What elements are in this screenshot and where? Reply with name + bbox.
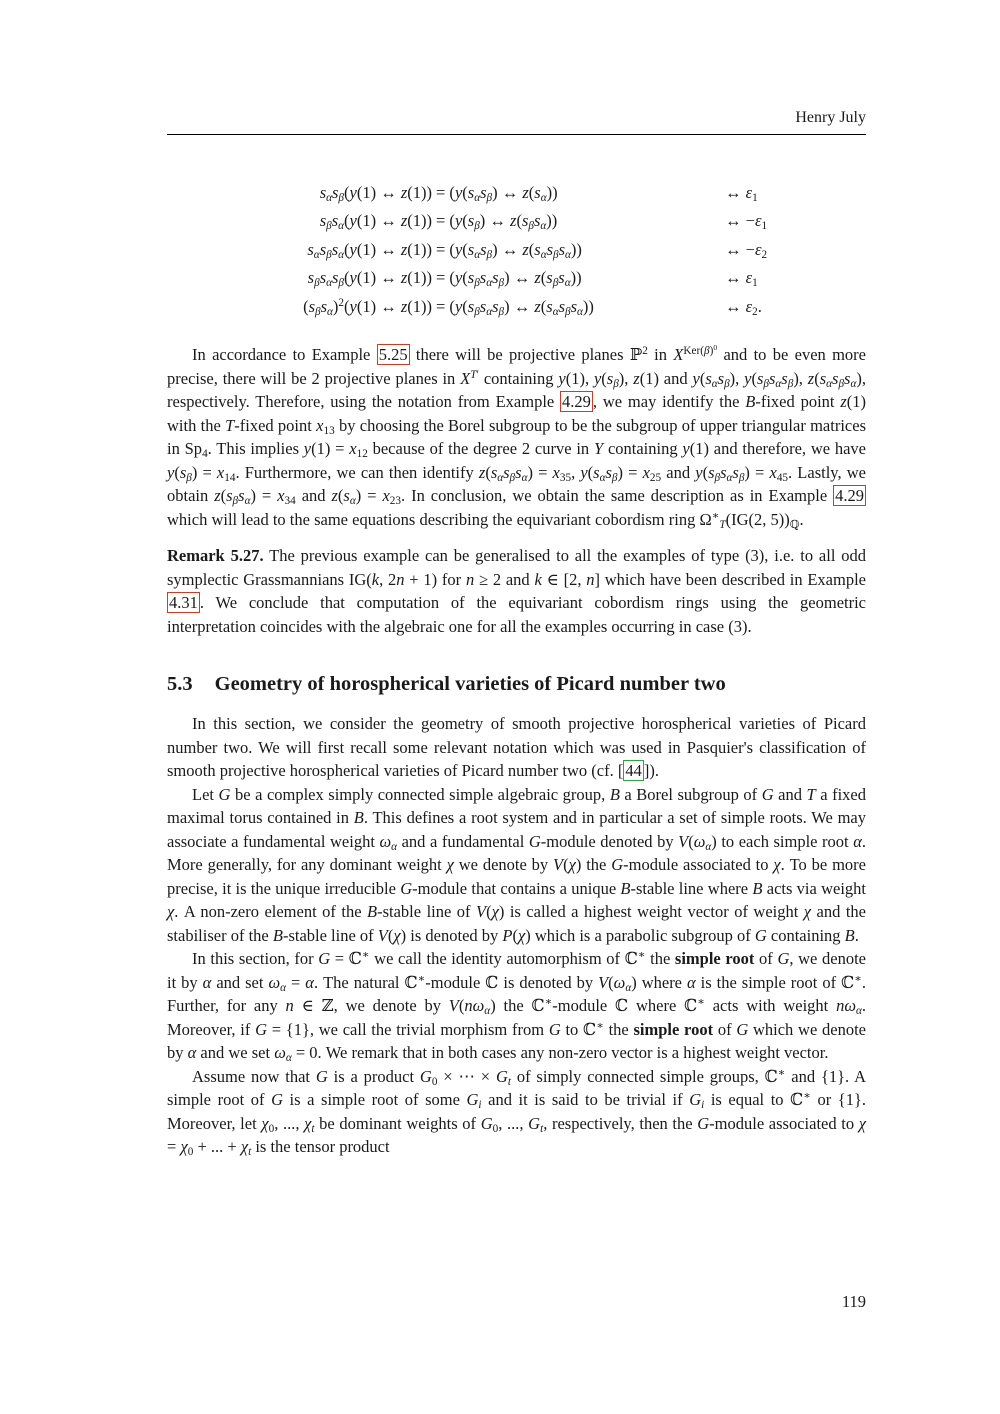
equation-lhs: $s_\beta s_\alpha(y(1)$ ↔ z(1)) xyxy=(319,211,432,232)
equation-row-2 xyxy=(167,207,866,236)
equation-row-3 xyxy=(167,236,866,265)
equation-lhs: $s_\alpha s_\beta s_\alpha(y(1)$ ↔ z(1)) xyxy=(307,239,432,261)
section-number: 5.3 xyxy=(167,673,193,695)
equation-block xyxy=(167,179,866,322)
section-title: Geometry of horospherical varieties of Picard number two xyxy=(214,673,726,695)
remark-text: The previous example can be generalised to all the examples of type (3), i.e. to all odd symplectic Grassmannians IG(k, 2n + 1) for n ≥ 2 and k ∈ [2, n] which have been described in Example 4.31 . We conclude that computation of the equivariant cobordism rings using the geometric interpretation coincides with the algebraic one for all the examples occurring in case (3). xyxy=(167,546,867,636)
paragraph-simple-root-convention: In this section, for G = ℂ∗ we call the identity automorphism of ℂ∗ the simple root of G, we denote it by α and set $\omega_\alpha = \alpha$. The natural ℂ∗-module ℂ is denoted by $V(\omega_\alpha)$ where α is the simple root of ℂ∗. Further, for any n ∈ ℤ, we denote by $V(n\omega_\alpha)$ the ℂ∗-module ℂ where ℂ∗ acts with weight $n\omega_\alpha$. Moreover, if G = {1}, we call the trivial morphism from G to ℂ∗ the simple root of G which we denote by α and we set $\omega_\alpha = 0$. We remark that in both cases any non-zero vector is a highest weight vector. xyxy=(167,948,866,1064)
equation-weight-tag: ↔ $\varepsilon_1$ xyxy=(725,182,758,204)
author-name: Henry July xyxy=(795,109,866,126)
equation-row-4 xyxy=(167,264,866,293)
remark-label: Remark 5.27. xyxy=(167,546,264,565)
ref-example-4-29-second[interactable]: 4.29 xyxy=(835,486,864,505)
equation-row-5 xyxy=(167,293,866,322)
equation-rhs: = ($y(s_\beta s_\alpha s_\beta)$ ↔ $z(s_\beta s_\alpha)$) xyxy=(436,268,582,289)
page-content xyxy=(167,0,866,1159)
paragraph-section-intro: In this section, we consider the geometry of smooth projective horospherical varieties of Picard number two. We will first recall some relevant notation which was used in Pasquier's classification of smooth projective horospherical varieties of Picard number two (cf. [ 44 ]). xyxy=(167,714,866,780)
equation-lhs: $s_\beta s_\alpha s_\beta(y(1)$ ↔ z(1)) xyxy=(307,268,432,289)
remark-5-27 xyxy=(167,544,866,638)
equation-weight-tag: ↔ $-\varepsilon_2$ xyxy=(725,239,768,261)
equation-rhs: = ($y(s_\alpha s_\beta)$ ↔ $z(s_\alpha s_\beta s_\alpha)$) xyxy=(436,239,582,261)
header-rule xyxy=(167,134,866,135)
ref-example-4-31[interactable]: 4.31 xyxy=(169,593,198,612)
ref-example-5-25[interactable]: 5.25 xyxy=(378,345,408,364)
equation-lhs: $(s_\beta s_\alpha)^2(y(1)$ ↔ z(1)) xyxy=(303,296,432,318)
paragraph-notation-setup: Let G be a complex simply connected simple algebraic group, B a Borel subgroup of G and T a fixed maximal torus contained in B. This defines a root system and in particular a set of simple roots. We may associate a fundamental weight $\omega_\alpha$ and a fundamental G-module denoted by $V(\omega_\alpha)$ to each simple root α. More generally, for any dominant weight χ we denote by V(χ) the G-module associated to χ. To be more precise, it is the unique irreducible G-module that contains a unique B-stable line where B acts via weight χ. A non-zero element of the B-stable line of V(χ) is called a highest weight vector of weight χ and the stabiliser of the B-stable line of V(χ) is denoted by P(χ) which is a parabolic subgroup of G containing B. xyxy=(167,784,867,945)
equation-rhs: = ($y(s_\beta s_\alpha s_\beta)$ ↔ $z(s_\alpha s_\beta s_\alpha)$) xyxy=(436,296,594,318)
page-number: 119 xyxy=(841,1292,866,1311)
cite-44[interactable]: 44 xyxy=(625,761,642,780)
running-header xyxy=(167,106,866,130)
equation-lhs: $s_\alpha s_\beta(y(1)$ ↔ z(1)) xyxy=(319,182,432,204)
ref-example-4-29[interactable]: 4.29 xyxy=(562,392,591,411)
equation-rhs: = ($y(s_\beta)$ ↔ $z(s_\beta s_\alpha)$) xyxy=(436,211,558,232)
section-heading-5-3 xyxy=(167,671,866,697)
equation-rhs: = ($y(s_\alpha s_\beta)$ ↔ $z(s_\alpha)$) xyxy=(436,182,558,204)
paragraph-product-groups: Assume now that G is a product $G_0$ × ⋯ × $G_t$ of simply connected simple groups, ℂ∗ and {1}. A simple root of G is a simple root of some $G_i$ and it is said to be trivial if $G_i$ is equal to ℂ∗ or {1}. Moreover, let $\chi_0$, ..., $\chi_t$ be dominant weights of $G_0$, ..., $G_t$, respectively, then the G-module associated to $\chi = \chi_0$ + ... + $\chi_t$ is the tensor product xyxy=(167,1066,867,1158)
paragraph-example-discussion: In accordance to Example 5.25 there will be projective planes ℙ$^2$ in $X^{Ker(\beta)^0}$ and to be even more precise, there will be 2 projective planes in $X^{T'}$ containing y(1), $y(s_\beta)$, z(1) and $y(s_\alpha s_\beta)$, $y(s_\beta s_\alpha s_\beta)$, $z(s_\alpha s_\beta s_\alpha)$, respectively. Therefore, using the notation from Example 4.29 , we may identify the B-fixed point z(1) with the T-fixed point $x_{13}$ by choosing the Borel subgroup to be the subgroup of upper triangular matrices in $Sp_4$. This implies $y(1) = x_{12}$ because of the degree 2 curve in Y containing y(1) and therefore, we have $y(s_\beta) = x_{14}$. Furthermore, we can then identify $z(s_\alpha s_\beta s_\alpha) = x_{35}$, $y(s_\alpha s_\beta) = x_{25}$ and $y(s_\beta s_\alpha s_\beta) = x_{45}$. Lastly, we obtain $z(s_\beta s_\alpha) = x_{34}$ and $z(s_\alpha) = x_{23}$. In conclusion, we obtain the same description as in Example 4.29 which will lead to the same equations describing the equivariant cobordism ring $\Omega^∗_T(IG(2$, $5))_ℚ$. xyxy=(167,342,867,531)
equation-weight-tag: ↔ $\varepsilon_2$. xyxy=(725,296,762,318)
equation-weight-tag: ↔ $-\varepsilon_1$ xyxy=(725,211,768,232)
equation-weight-tag: ↔ $\varepsilon_1$ xyxy=(725,268,758,289)
equation-row-1 xyxy=(167,179,866,208)
